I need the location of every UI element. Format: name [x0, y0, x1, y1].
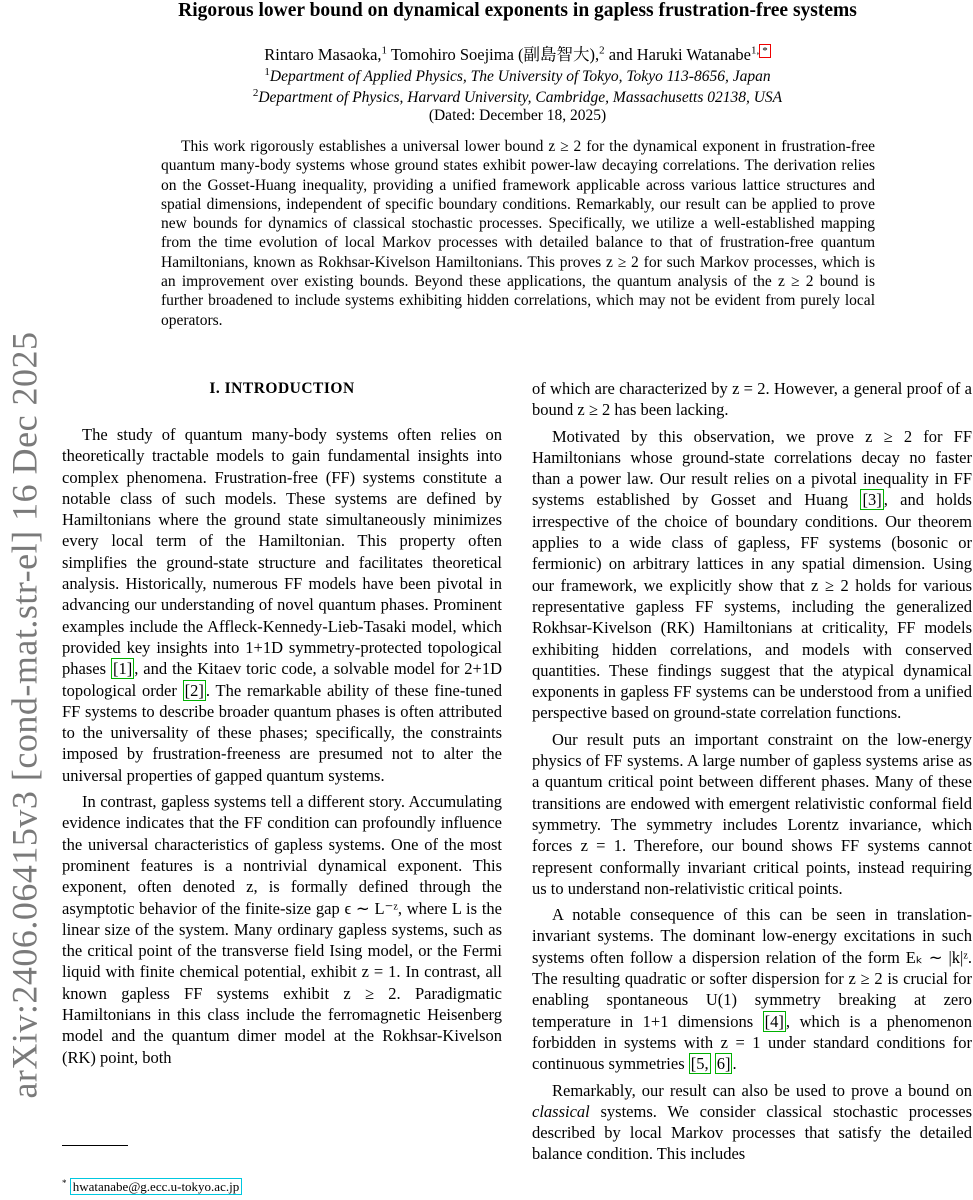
affiliation-marker: 2 [599, 44, 605, 57]
affiliation-text: Department of Applied Physics, The University of Tokyo, Tokyo 113-8656, Japan [269, 68, 771, 86]
email-link[interactable]: hwatanabe@g.ecc.u-tokyo.ac.jp [70, 1178, 242, 1195]
body-paragraph: The study of quantum many-body systems often relies on theoretically tractable models to gain fundamental insights into complex phenomena. Frustration-free (FF) systems constitute a notable class of such models. These systems are defined by Hamiltonians where the ground state simultaneously minimizes every local term of the Hamiltonian. This property often simplifies the ground-state structure and facilitates theoretical analysis. Historically, numerous FF models have been pivotal in advancing our understanding of novel quantum phases. Prominent examples include the Affleck-Kennedy-Lieb-Tasaki model, which provided key insights into 1+1D symmetry-protected topological phases [1] , and the Kitaev toric code, a solvable model for 2+1D topological order [2] . The remarkable ability of these fine-tuned FF systems to describe broader quantum phases is often attributed to the universality of these phases; specifically, the constraints imposed by frustration-freeness are presumed not to alter the universal properties of gapped quantum systems. [62, 425, 503, 785]
author-name: and Haruki Watanabe [604, 45, 752, 64]
body-paragraph: of which are characterized by z = 2. However, a general proof of a bound z ≥ 2 has been lacking. [532, 379, 972, 420]
right-column [532, 378, 972, 1170]
author-list [62, 41, 973, 65]
body-paragraph: Remarkably, our result can also be used to prove a bound on classical systems. We consider classical stochastic processes described by local Markov processes that satisfy the detailed balance condition. This includes [532, 1080, 972, 1164]
abstract: This work rigorously establishes a universal lower bound z ≥ 2 for the dynamical exponent in frustration-free quantum many-body systems whose ground states exhibit power-law decaying correlations. The derivation relies on the Gosset-Huang inequality, providing a unified framework applicable across various lattice structures and spatial dimensions, independent of specific boundary conditions. Remarkably, our result can be applied to prove new bounds for dynamics of classical stochastic processes. Specifically, we utilize a well-established mapping from the time evolution of local Markov processes with detailed balance to that of frustration-free quantum Hamiltonians, known as Rokhsar-Kivelson Hamiltonians. This proves z ≥ 2 for such Markov processes, which is an improvement over existing bounds. Beyond these applications, the quantum analysis of the z ≥ 2 bound is further broadened to include systems exhibiting hidden correlations, which may not be evident from purely local operators. [161, 138, 875, 329]
citation-link[interactable]: [4] [764, 1011, 784, 1031]
affiliation-1 [62, 66, 973, 86]
footnote-rule [62, 1145, 128, 1146]
citation-link[interactable]: [2] [184, 680, 204, 700]
affiliation-number: 1 [264, 66, 270, 78]
body-paragraph: In contrast, gapless systems tell a different story. Accumulating evidence indicates that the FF condition can profoundly influence the universal characteristics of gapless systems. One of the most prominent features is a nontrivial dynamical exponent. This exponent, often denoted z, is formally defined through the asymptotic behavior of the finite-size gap ϵ ∼ L⁻ᶻ, where L is the linear size of the system. Many ordinary gapless systems, such as the critical point of the transverse field Ising model, or the Fermi liquid with finite chemical potential, exhibit z = 1. In contrast, all known gapless FF systems exhibit z ≥ 2. Paradigmatic Hamiltonians in this class include the ferromagnetic Heisenberg model and the quantum dimer model at the Rokhsar-Kivelson (RK) point, both [62, 792, 502, 1067]
citation-link[interactable]: [1] [112, 659, 133, 679]
body-paragraph: Our result puts an important constraint on the low-energy physics of FF systems. A large number of gapless systems arise as a quantum critical point between different phases. Many of these transitions are endowed with emergent relativistic conformal field symmetry. The symmetry includes Lorentz invariance, which forces z = 1. Therefore, our bound shows FF systems cannot represent conformally invariant critical points, instead requiring us to understand non-relativistic critical points. [532, 729, 972, 898]
affiliation-number: 2 [252, 87, 259, 99]
affiliation-marker: 1 [381, 44, 388, 57]
footnote-link[interactable]: * [759, 44, 771, 58]
author-name: Tomohiro Soejima (副島智大), [387, 45, 600, 64]
left-column [62, 378, 502, 1073]
emphasis: classical [532, 1101, 590, 1121]
citation-link[interactable]: [5, [690, 1054, 709, 1074]
footnote [62, 1178, 242, 1195]
affiliation-marker: 1, [751, 44, 760, 57]
paper-title: Rigorous lower bound on dynamical exponents in gapless frustration-free systems [178, 0, 857, 21]
citation-link[interactable]: [3] [862, 490, 882, 510]
date-line: (Dated: December 18, 2025) [428, 107, 607, 124]
body-paragraph: Motivated by this observation, we prove z ≥ 2 for FF Hamiltonians whose ground-state correlations decay no faster than a power law. Our result relies on a pivotal inequality in FF systems established by Gosset and Huang [3] , and holds irrespective of the choice of boundary conditions. Our theorem applies to a wide class of gapless, FF systems (bosonic or fermionic) on arbitrary lattices in any spatial dimension. Using our framework, we explicitly show that z ≥ 2 holds for various representative gapless FF systems, including the generalized Rokhsar-Kivelson (RK) Hamiltonians at criticality, FF models exhibiting hidden correlations, and models with conserved quantities. These findings suggest that the atypical dynamical exponents in gapless FF systems can be understood from a unified perspective based on ground-state correlation functions. [532, 426, 972, 723]
section-heading: I. INTRODUCTION [209, 380, 355, 397]
citation-link[interactable]: 6] [716, 1054, 731, 1074]
affiliation-2 [62, 87, 973, 107]
affiliation-text: Department of Physics, Harvard University, Cambridge, Massachusetts 02138, USA [258, 89, 783, 107]
arxiv-sidebar [0, 235, 50, 1195]
author-name: Rintaro Masaoka, [264, 45, 382, 64]
footnote-marker: * [62, 1178, 67, 1188]
body-paragraph: A notable consequence of this can be seen in translation-invariant systems. The dominant low-energy excitations in such systems often follow a dispersion relation of the form Eₖ ∼ |k|ᶻ. The resulting quadratic or softer dispersion for z ≥ 2 is crucial for enabling spontaneous U(1) symmetry breaking at zero temperature in 1+1 dimensions [4] , which is a phenomenon forbidden in systems with z = 1 under standard conditions for continuous symmetries [5, 6] . [532, 905, 972, 1074]
arxiv-identifier: arXiv:2406.06415v3 [cond-mat.str-el] 16 Dec 2025 [5, 331, 46, 1099]
